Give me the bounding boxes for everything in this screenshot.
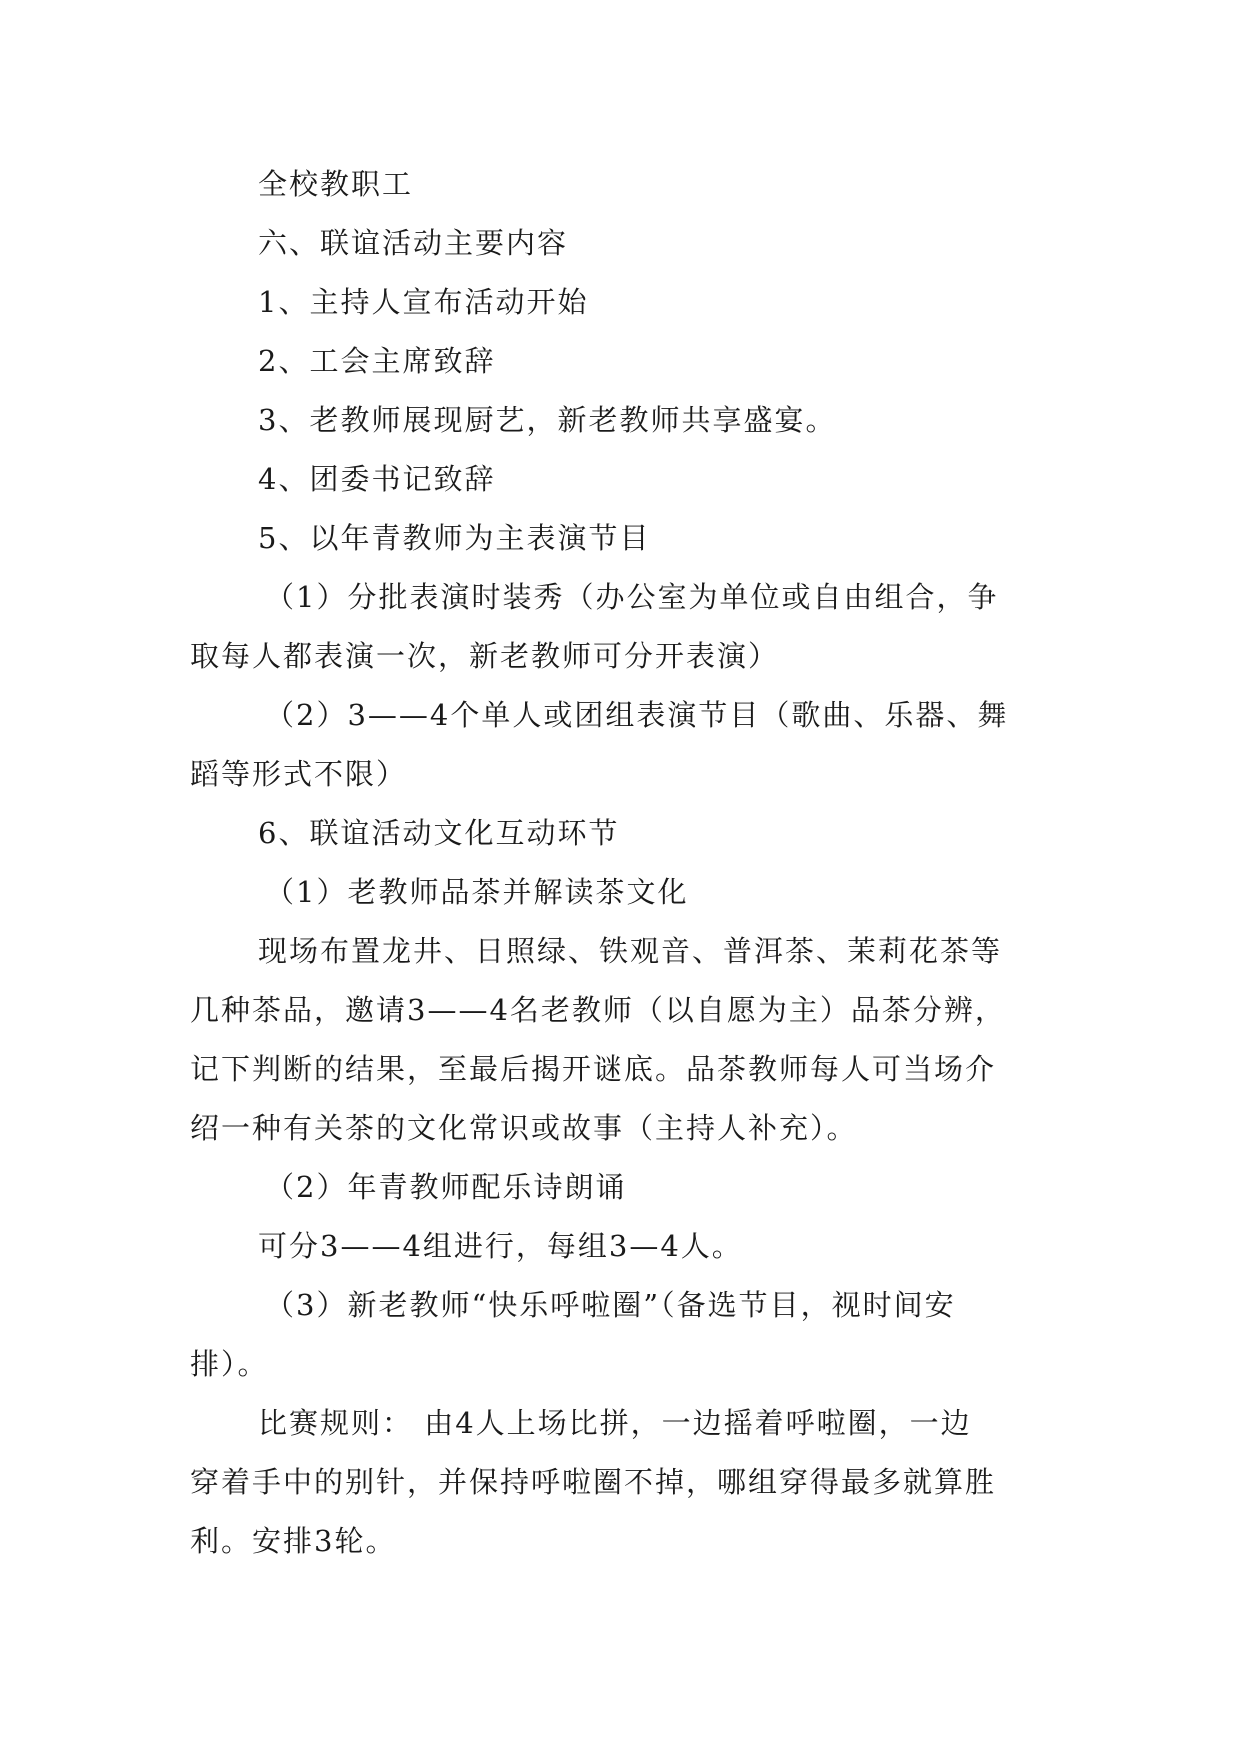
- list-item: 2、工会主席致辞: [258, 344, 496, 378]
- paragraph-line: 记下判断的结果，至最后揭开谜底。品茶教师每人可当场介: [190, 1052, 997, 1086]
- list-item: 3、老教师展现厨艺，新老教师共享盛宴。: [258, 403, 837, 437]
- paragraph-line: 排）。: [190, 1347, 269, 1381]
- sub-item: （1）老教师品茶并解读茶文化: [265, 875, 689, 909]
- paragraph-line: 比赛规则： 由4人上场比拼，一边摇着呼啦圈，一边: [258, 1406, 972, 1440]
- list-item: 1、主持人宣布活动开始: [258, 285, 589, 319]
- list-item: 5、以年青教师为主表演节目: [258, 521, 651, 555]
- paragraph-line: 蹈等形式不限）: [190, 757, 408, 791]
- paragraph-line: 现场布置龙井、日照绿、铁观音、普洱茶、茉莉花茶等: [258, 934, 1003, 968]
- paragraph-line: 可分3——4组进行，每组3—4人。: [258, 1229, 743, 1263]
- paragraph-line: 穿着手中的别针，并保持呼啦圈不掉，哪组穿得最多就算胜: [190, 1465, 997, 1499]
- sub-item: （3）新老教师“快乐呼啦圈”（备选节目，视时间安: [265, 1288, 956, 1322]
- paragraph-line: 几种茶品，邀请3——4名老教师（以自愿为主）品茶分辨，: [190, 993, 1006, 1027]
- paragraph-line: 绍一种有关茶的文化常识或故事（主持人补充）。: [190, 1111, 858, 1145]
- recipients-line: 全校教职工: [258, 167, 414, 201]
- sub-item: （2）年青教师配乐诗朗诵: [265, 1170, 627, 1204]
- paragraph-line: 利。安排3轮。: [190, 1524, 397, 1558]
- sub-item: （1）分批表演时装秀（办公室为单位或自由组合，争: [265, 580, 999, 614]
- paragraph-line: 取每人都表演一次，新老教师可分开表演）: [190, 639, 780, 673]
- list-item: 4、团委书记致辞: [258, 462, 496, 496]
- section-heading: 六、联谊活动主要内容: [258, 226, 569, 260]
- sub-item: （2）3——4个单人或团组表演节目（歌曲、乐器、舞: [265, 698, 1009, 732]
- list-item: 6、联谊活动文化互动环节: [258, 816, 620, 850]
